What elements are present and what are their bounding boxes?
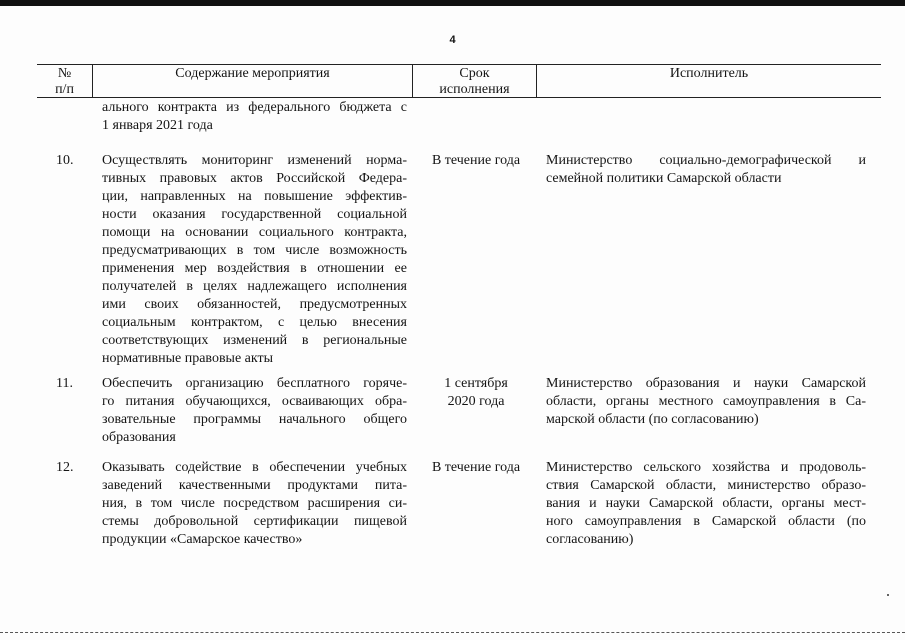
row-term-line: В течение года [431, 460, 521, 475]
page-number: 4 [449, 34, 456, 46]
header-number-line1: № [57, 66, 72, 81]
header-executor: Исполнитель [536, 65, 881, 97]
row-term [420, 152, 532, 170]
row-content-line: стемы добровольной сертификации пищевой [102, 514, 407, 529]
table-header [37, 64, 881, 98]
row-executor-line: ствия Самарской области, министерство образо- [546, 478, 866, 493]
row-content-line: Обеспечить организацию бесплатного горяче- [102, 376, 407, 391]
scan-bottom-edge [0, 632, 905, 633]
row-content-line: социальным контрактом, с целью внесения [102, 315, 407, 330]
row-number: 10. [56, 153, 74, 168]
row-term [420, 459, 532, 477]
row-content-line: Осуществлять мониторинг изменений норма- [102, 153, 407, 168]
row-content-line: Оказывать содействие в обеспечении учебных [102, 460, 407, 475]
row-executor-line: вания и науки Самарской области, органы мест- [546, 496, 866, 511]
row-executor-line: Министерство образования и науки Самарской [546, 376, 866, 391]
row-term-line: В течение года [431, 153, 521, 168]
row-content-line: тивных правовых актов Российской Федера- [102, 171, 407, 186]
row-content-line: го питания обучающихся, осваивающих обра- [102, 394, 407, 409]
row-content-line: ими своих обязанностей, предусмотренных [102, 297, 407, 312]
scan-speck [887, 594, 889, 596]
row-executor [546, 152, 866, 188]
row-content-line: продукции «Самарское качество» [102, 532, 303, 547]
header-content: Содержание мероприятия [92, 65, 412, 97]
row-content-line: предусматривающих в том числе возможность [102, 243, 407, 258]
row-content-line: получателей в целях надлежащего исполнения [102, 279, 407, 294]
scan-top-border [0, 0, 905, 6]
row-number: 11. [56, 376, 73, 391]
row-term-line: 2020 года [447, 394, 505, 409]
header-term-line2: исполнения [439, 82, 510, 97]
continuation-line: 1 января 2021 года [102, 118, 213, 133]
row-executor-line: области, органы местного самоуправления в Са- [546, 394, 866, 409]
row-content [102, 375, 407, 447]
row-content [102, 459, 407, 549]
row-executor-line: согласованию) [546, 532, 634, 547]
row-executor-line: Министерство сельского хозяйства и продоволь- [546, 460, 866, 475]
row-executor [546, 375, 866, 429]
row-number: 12. [56, 460, 74, 475]
row-content-line: ции, направленных на повышение эффектив- [102, 189, 407, 204]
row-content-line: применения мер воздействия в отношении ее [102, 261, 407, 276]
row-content-line: соответствующих изменений в региональные [102, 333, 407, 348]
row-content-line: зовательные программы начального общего [102, 412, 407, 427]
row-content-line: ния, в том числе посредством расширения си- [102, 496, 407, 511]
header-number-line2: п/п [55, 82, 74, 97]
row-content-line: помощи на основании социального контракта, [102, 225, 407, 240]
row-executor-line: марской области (по согласованию) [546, 412, 759, 427]
row-content-line: образования [102, 430, 176, 445]
row-term [420, 375, 532, 411]
row-executor-line: Министерство социально-демографической и [546, 153, 866, 168]
continuation-line: ального контракта из федерального бюджета с [102, 100, 407, 115]
row-executor-line: ного самоуправления в Самарской области (по [546, 514, 866, 529]
header-term-line1: Срок [459, 66, 490, 81]
row-content-line: нормативные правовые акты [102, 351, 274, 366]
row-term-line: 1 сентября [444, 376, 508, 391]
header-number [37, 65, 92, 97]
row-executor [546, 459, 866, 549]
row-content-line: заведений качественными продуктами пита- [102, 478, 407, 493]
continuation-text [102, 99, 407, 135]
row-content-line: ности оказания государственной социальной [102, 207, 407, 222]
row-executor-line: семейной политики Самарской области [546, 171, 782, 186]
row-content [102, 152, 407, 368]
header-term [412, 65, 536, 97]
